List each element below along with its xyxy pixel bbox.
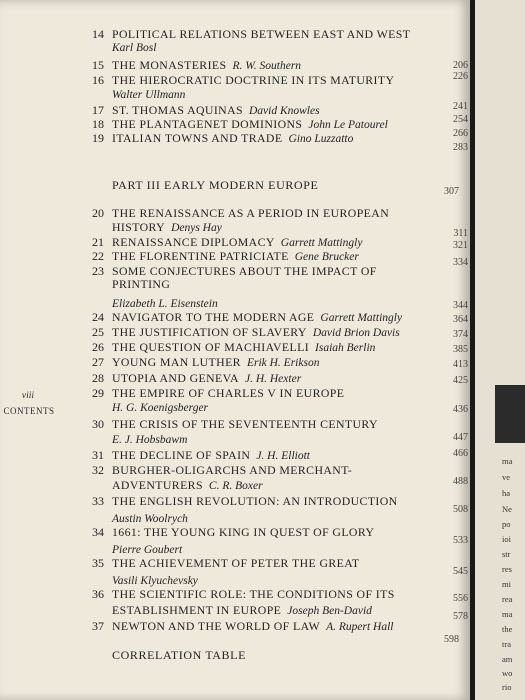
facing-text: the — [502, 624, 513, 634]
entry-page: 311 — [453, 228, 468, 239]
entry-page: 466 — [453, 448, 468, 459]
entry-title: ITALIAN TOWNS AND TRADE — [112, 131, 283, 145]
facing-text: ma — [502, 609, 513, 619]
entry-title: YOUNG MAN LUTHER — [112, 355, 241, 369]
facing-text: tra — [502, 639, 511, 649]
entry-page: 447 — [453, 432, 468, 443]
entry-title: NAVIGATOR TO THE MODERN AGE — [112, 310, 315, 324]
entry-page: 241 — [453, 101, 468, 112]
entry-number: 14 — [92, 27, 104, 41]
entry-author: Joseph Ben-David — [287, 605, 372, 617]
entry-page: 226 — [453, 71, 468, 82]
entry-author: David Brion Davis — [312, 327, 400, 339]
entry-author: Gino Luzzatto — [288, 133, 354, 145]
entry-page: 578 — [453, 611, 468, 622]
entry-author: David Knowles — [248, 105, 320, 117]
entry-page: 254 — [453, 114, 468, 125]
facing-text: Ne — [502, 504, 512, 514]
entry-page: 556 — [453, 593, 468, 604]
facing-text: ioi — [502, 534, 511, 544]
entry-title: THE QUESTION OF MACHIAVELLI — [112, 340, 310, 354]
entry-author: Elizabeth L. Eisenstein — [112, 298, 218, 310]
entry-number: 27 — [92, 355, 104, 369]
entry-number: 26 — [92, 340, 104, 354]
entry-number: 16 — [92, 73, 104, 87]
entry-author: Denys Hay — [171, 222, 222, 234]
facing-text: res — [502, 564, 512, 574]
facing-text: rea — [502, 594, 513, 604]
entry-page: 374 — [453, 329, 468, 340]
entry-page: 206 — [453, 60, 468, 71]
facing-text: ha — [502, 488, 511, 498]
entry-number: 37 — [92, 619, 104, 633]
entry-page: 533 — [453, 535, 468, 546]
entry-author: Erik H. Erikson — [246, 357, 320, 369]
page-number: viii — [21, 391, 35, 401]
entry-author: A. Rupert Hall — [326, 621, 394, 633]
entry-number: 33 — [92, 494, 104, 508]
entry-page: 321 — [453, 240, 468, 251]
entry-number: 25 — [92, 325, 104, 339]
entry-author: Isaiah Berlin — [315, 342, 376, 354]
entry-number: 18 — [92, 117, 104, 131]
entry-title: THE ENGLISH REVOLUTION: AN INTRODUCTION — [112, 494, 398, 508]
entry-number: 35 — [92, 556, 104, 570]
entry-author: H. G. Koenigsberger — [112, 402, 209, 414]
entry-number: 17 — [92, 103, 104, 117]
entry-author: Walter Ullmann — [112, 89, 186, 101]
facing-text: str — [502, 549, 511, 559]
entry-number: 31 — [92, 448, 104, 462]
facing-text: mi — [502, 579, 511, 589]
entry-title: POLITICAL RELATIONS BETWEEN EAST AND WEST — [112, 27, 411, 41]
entry-author: Pierre Goubert — [112, 544, 183, 556]
entry-page: 344 — [453, 300, 468, 311]
entry-author: J. H. Elliott — [256, 450, 310, 462]
entry-title: NEWTON AND THE WORLD OF LAW — [112, 619, 321, 633]
entry-author: Austin Woolrych — [112, 513, 188, 525]
entry-author: E. J. Hobsbawm — [112, 434, 188, 446]
entry-page: 283 — [453, 142, 468, 153]
facing-text: am — [502, 654, 513, 664]
entry-page: 266 — [453, 128, 468, 139]
facing-text: wo — [502, 668, 513, 678]
entry-number: 20 — [92, 206, 104, 220]
correlation-heading: CORRELATION TABLE — [112, 648, 247, 662]
entry-title: SOME CONJECTURES ABOUT THE IMPACT OF — [112, 264, 377, 278]
entry-author: C. R. Boxer — [208, 480, 263, 492]
entry-number: 36 — [92, 587, 104, 601]
entry-title: THE DECLINE OF SPAIN — [112, 448, 251, 462]
entry-number: 30 — [92, 417, 104, 431]
entry-title: THE EMPIRE OF CHARLES V IN EUROPE — [112, 386, 345, 400]
entry-page: 508 — [453, 504, 468, 515]
facing-text: po — [502, 519, 511, 529]
entry-page: 436 — [453, 404, 468, 415]
entry-page: 413 — [453, 359, 468, 370]
entry-page: 545 — [453, 566, 468, 577]
entry-author: Garrett Mattingly — [280, 237, 363, 249]
drop-cap-block — [495, 385, 525, 443]
facing-page — [475, 0, 525, 700]
entry-number: 29 — [92, 386, 104, 400]
part-page: 307 — [444, 186, 459, 197]
entry-author: Vasili Klyuchevsky — [112, 575, 198, 587]
entry-number: 34 — [92, 525, 104, 539]
entry-title: 1661: THE YOUNG KING IN QUEST OF GLORY — [112, 525, 375, 539]
section-label: CONTENTS — [3, 406, 55, 416]
entry-author: Garrett Mattingly — [320, 312, 403, 324]
entry-number: 21 — [92, 235, 104, 249]
entry-number: 32 — [92, 463, 104, 477]
entry-page: 334 — [453, 257, 468, 268]
entry-title: THE HIEROCRATIC DOCTRINE IN ITS MATURITY — [112, 73, 395, 87]
correlation-page: 598 — [444, 634, 459, 645]
entry-title: THE RENAISSANCE AS A PERIOD IN EUROPEAN — [112, 206, 390, 220]
entry-number: 23 — [92, 264, 104, 278]
entry-page: 385 — [453, 344, 468, 355]
entry-author: John Le Patourel — [308, 119, 388, 131]
entry-title-cont: ESTABLISHMENT IN EUROPE — [112, 603, 282, 617]
entry-author: R. W. Southern — [232, 60, 302, 72]
entry-title-cont: PRINTING — [112, 277, 171, 291]
entry-title: THE ACHIEVEMENT OF PETER THE GREAT — [112, 556, 360, 570]
entry-number: 15 — [92, 58, 104, 72]
entry-title: THE SCIENTIFIC ROLE: THE CONDITIONS OF ITS — [112, 587, 395, 601]
part-heading: PART III EARLY MODERN EUROPE — [112, 178, 319, 192]
facing-text: rio — [502, 682, 512, 692]
entry-title: THE MONASTERIES — [112, 58, 227, 72]
facing-text: ve — [502, 472, 511, 482]
entry-title-cont: HISTORY — [112, 220, 166, 234]
entry-page: 364 — [453, 314, 468, 325]
entry-title: THE PLANTAGENET DOMINIONS — [112, 117, 303, 131]
entry-author: Karl Bosl — [112, 42, 157, 54]
entry-title: ST. THOMAS AQUINAS — [112, 103, 243, 117]
entry-number: 28 — [92, 371, 104, 385]
entry-number: 19 — [92, 131, 104, 145]
entry-title: UTOPIA AND GENEVA — [112, 371, 239, 385]
entry-author: J. H. Hexter — [244, 373, 302, 385]
entry-title: BURGHER-OLIGARCHS AND MERCHANT- — [112, 463, 353, 477]
entry-title: THE JUSTIFICATION OF SLAVERY — [112, 325, 307, 339]
entry-author: Gene Brucker — [294, 251, 359, 263]
entry-page: 425 — [453, 375, 468, 386]
entry-title: THE CRISIS OF THE SEVENTEENTH CENTURY — [112, 417, 378, 431]
entry-number: 22 — [92, 249, 104, 263]
entry-title: RENAISSANCE DIPLOMACY — [112, 235, 275, 249]
entry-number: 24 — [92, 310, 104, 324]
facing-text: ma — [502, 456, 513, 466]
entry-title: THE FLORENTINE PATRICIATE — [112, 249, 289, 263]
entry-page: 488 — [453, 476, 468, 487]
entry-title-cont: ADVENTURERS — [112, 478, 203, 492]
